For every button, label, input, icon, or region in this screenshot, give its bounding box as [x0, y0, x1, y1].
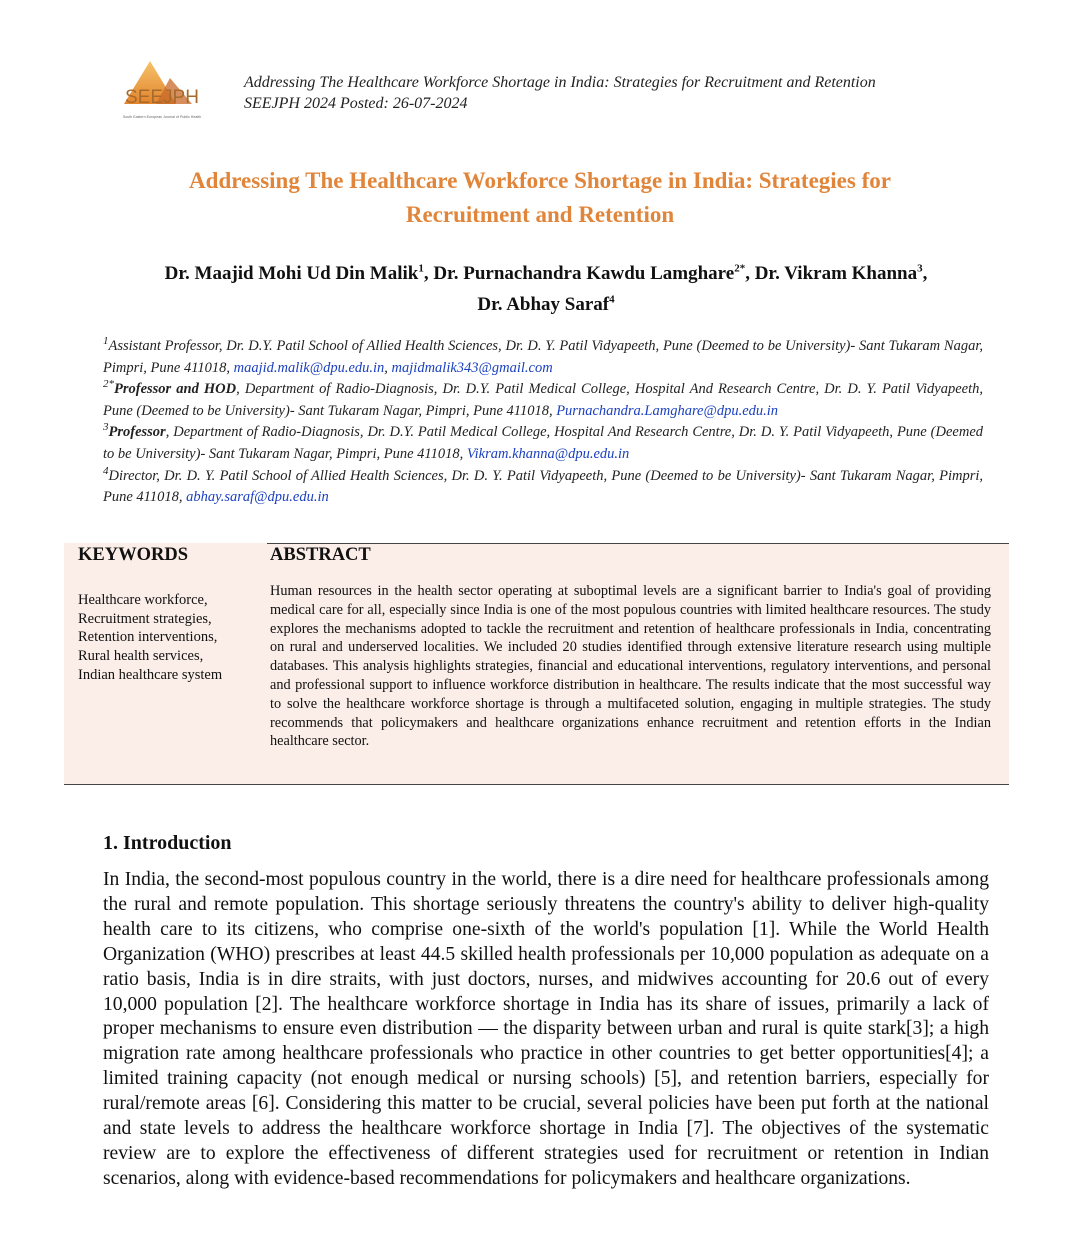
- email-link[interactable]: Purnachandra.Lamghare@dpu.edu.in: [556, 402, 779, 419]
- running-title: Addressing The Healthcare Workforce Shortage in India: Strategies for Recruitment and Retention: [244, 74, 876, 91]
- logo-text: SEEJPH: [125, 87, 199, 108]
- author-name: Dr. Vikram Khanna: [754, 263, 918, 284]
- keyword-item: Retention interventions,: [78, 629, 218, 646]
- affiliation-role: Professor and HOD: [114, 381, 237, 398]
- affiliation-4: [103, 466, 983, 509]
- abstract-text: Human resources in the health sector operating at suboptimal levels are a significant barrier to India's goal of providing medical care for all, especially since India is one of the most populous countries with limited healthcare resources. The study explores the mechanisms adopted to tackle the recruitment and retention of healthcare professionals in India, concentrating on rural and underserved localities. We included 20 studies identified through extensive literature research using multiple databases. This analysis highlights strategies, financial and educational interventions, regulatory interventions, and personal and professional support to influence workforce distribution in healthcare. The results indicate that the most successful way to solve the healthcare workforce shortage is through a multifaceted solution, engaging in multiple strategies. The study recommends that policymakers and healthcare organizations enhance recruitment and retention efforts in the Indian healthcare sector.: [270, 583, 991, 750]
- intro-paragraph: In India, the second-most populous country in the world, there is a dire need for healthcare professionals among the rural and remote population. This shortage seriously threatens the country's ability to deliver high-quality health care to its citizens, who comprise one-sixth of the world's population [1]. While the World Health Organization (WHO) prescribes at least 44.5 skilled health professionals per 10,000 population as adequate on a ratio basis, India is in dire straits, with just doctors, nurses, and midwives accounting for 20.6 out of every 10,000 population [2]. The healthcare workforce shortage in India has its share of issues, primarily a lack of proper mechanisms to ensure even distribution — the disparity between urban and rural is quite stark[3]; a high migration rate among healthcare professionals who practice in other countries to get better opportunities[4]; a limited training capacity (not enough medical or nursing schools) [5], and retention barriers, especially for rural/remote areas [6]. Considering this matter to be crucial, several policies have been put forth at the national and state levels to address the healthcare workforce shortage in India [7]. The objectives of the systematic review are to explore the effectiveness of different strategies used for recruitment or retention in Indian scenarios, along with evidence-based recommendations for policymakers and healthcare organizations.: [103, 869, 989, 1189]
- affiliation-3: [103, 422, 983, 465]
- affiliation-sup: 4: [103, 464, 109, 477]
- affiliation-sup: 1: [103, 335, 109, 348]
- keyword-item: Rural health services,: [78, 648, 204, 665]
- logo-subtext: South Eastern European Journal of Public Health: [122, 115, 202, 119]
- paper-title: [100, 164, 980, 232]
- abstract-heading: ABSTRACT: [270, 545, 371, 565]
- affiliations: [103, 336, 983, 509]
- affiliation-2: [103, 379, 983, 422]
- affiliation-text: , Department of Radio-Diagnosis, Dr. D.Y. Patil Medical College, Hospital And Research Centre, Dr. D. Y. Patil Vidyapeeth, Pune (Deemed to be University)- Sant Tukaram Nagar, Pimpri, Pune 411018,: [103, 424, 983, 462]
- affiliation-role: Professor: [108, 424, 166, 441]
- affiliation-text: Director, Dr. D. Y. Patil School of Allied Health Sciences, Dr. D. Y. Patil Vidyapeeth, Pune (Deemed to be University)- Sant Tukaram Nagar, Pimpri, Pune 411018,: [103, 467, 983, 506]
- keywords-list: [78, 591, 222, 685]
- email-separator: ,: [384, 359, 392, 376]
- section-heading: 1. Introduction: [103, 832, 232, 854]
- abstract-divider: [267, 543, 1009, 544]
- abstract-box: [64, 543, 1009, 785]
- keyword-item: Healthcare workforce,: [78, 592, 208, 608]
- title-line-2: Recruitment and Retention: [405, 202, 675, 227]
- author-sup: 2*: [734, 262, 746, 275]
- author-name: Dr. Abhay Saraf: [477, 294, 610, 315]
- email-link[interactable]: maajid.malik@dpu.edu.in: [233, 359, 385, 376]
- title-line-1: Addressing The Healthcare Workforce Shortage in India: Strategies for: [189, 168, 891, 193]
- keyword-item: Recruitment strategies,: [78, 610, 212, 627]
- author-sup: 4: [609, 293, 615, 306]
- email-link[interactable]: Vikram.khanna@dpu.edu.in: [466, 445, 630, 462]
- author-list: Dr. Maajid Mohi Ud Din Malik$^1$, Dr. Purnachandra Kawdu Lamghare$^{2*}$, Dr. Vikram Khanna$^3$, Dr. Abhay Saraf$^4$: [164, 262, 928, 315]
- journal-logo: [112, 56, 212, 126]
- affiliation-sup: 2*: [103, 378, 114, 391]
- affiliation-sup: 3: [103, 421, 109, 434]
- author-name: Dr. Purnachandra Kawdu Lamghare: [433, 263, 735, 284]
- affiliation-text: Assistant Professor, Dr. D.Y. Patil School of Allied Health Sciences, Dr. D. Y. Patil Vidyapeeth, Pune (Deemed to be University)- Sant Tukaram Nagar, Pimpri, Pune 411018,: [103, 338, 983, 376]
- author-name: Dr. Maajid Mohi Ud Din Malik: [164, 263, 419, 284]
- affiliation-1: [103, 336, 983, 379]
- author-sup: 3: [917, 262, 923, 275]
- keywords-heading: KEYWORDS: [78, 545, 188, 565]
- email-link[interactable]: majidmalik343@gmail.com: [391, 359, 553, 376]
- running-header: [244, 72, 876, 114]
- journal-line: SEEJPH 2024 Posted: 26-07-2024: [244, 95, 468, 112]
- affiliation-text: , Department of Radio-Diagnosis, Dr. D.Y. Patil Medical College, Hospital And Research Centre, Dr. D. Y. Patil Vidyapeeth, Pune (Deemed to be University)- Sant Tukaram Nagar, Pimpri, Pune 411018,: [103, 381, 983, 419]
- email-link[interactable]: abhay.saraf@dpu.edu.in: [186, 489, 329, 506]
- keyword-item: Indian healthcare system: [78, 666, 223, 683]
- author-sup: 1: [418, 262, 424, 275]
